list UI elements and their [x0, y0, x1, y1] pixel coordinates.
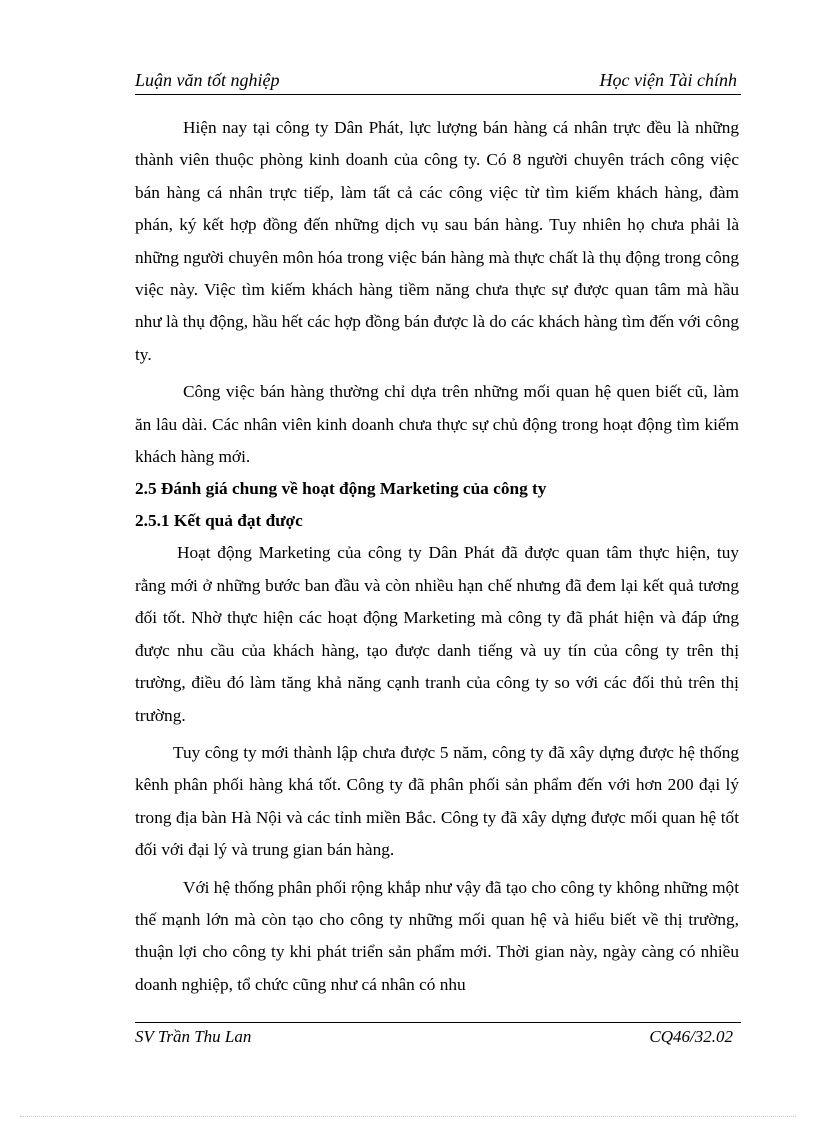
footer-student-name: SV Trần Thu Lan [135, 1027, 252, 1046]
footer-class-code: CQ46/32.02 [649, 1027, 733, 1046]
body-paragraph: Công việc bán hàng thường chỉ dựa trên những mối quan hệ quen biết cũ, làm ăn lâu dài. Các nhân viên kinh doanh chưa thực sự chủ động trong hoạt động tìm kiếm khách hàng mới. [135, 382, 739, 467]
body-paragraph: Tuy công ty mới thành lập chưa được 5 năm, công ty đã xây dựng được hệ thống kênh phân phối hàng khá tốt. Công ty đã phân phối sản phẩm đến với hơn 200 đại lý trong địa bàn Hà Nội và các tỉnh miền Bắc. Công ty đã xây dựng được mối quan hệ tốt đối với đại lý và trung gian bán hàng. [135, 742, 739, 860]
page-bottom-edge [20, 1116, 796, 1117]
page-header [135, 68, 741, 95]
subsection-heading: 2.5.1 Kết quả đạt được [135, 511, 303, 531]
body-paragraph: Với hệ thống phân phối rộng khắp như vậy đã tạo cho công ty không những một thế mạnh lớn mà còn tạo cho công ty những mối quan hệ và hiểu biết về thị trường, thuận lợi cho công ty khi phát triển sản phẩm mới. Thời gian này, ngày càng có nhiều doanh nghiệp, tổ chức cũng như cá nhân có nhu [135, 877, 739, 994]
page-body [135, 112, 739, 1001]
body-paragraph: Hoạt động Marketing của công ty Dân Phát đã được quan tâm thực hiện, tuy rằng mới ở những bước ban đầu và còn nhiều hạn chế nhưng đã đem lại kết quả tương đối tốt. Nhờ thực hiện các hoạt động Marketing mà công ty đã phát hiện và đáp ứng được nhu cầu của khách hàng, tạo được danh tiếng và uy tín của công ty trên thị trường, điều đó làm tăng khả năng cạnh tranh của công ty so với các đối thủ trên thị trường. [135, 543, 739, 725]
page-footer [135, 1022, 741, 1046]
header-institution: Học viện Tài chính [599, 70, 737, 90]
header-thesis-label: Luận văn tốt nghiệp [135, 70, 280, 90]
section-heading: 2.5 Đánh giá chung về hoạt động Marketing của công ty [135, 479, 547, 499]
body-paragraph: Hiện nay tại công ty Dân Phát, lực lượng bán hàng cá nhân trực đều là những thành viên thuộc phòng kinh doanh của công ty. Có 8 người chuyên trách công việc bán hàng cá nhân trực tiếp, làm tất cả các công việc từ tìm kiếm khách hàng, đàm phán, ký kết hợp đồng đến những dịch vụ sau bán hàng. Tuy nhiên họ chưa phải là những người chuyên môn hóa trong việc bán hàng mà thực chất là thụ động trong công việc này. Việc tìm kiếm khách hàng tiềm năng chưa thực sự được quan tâm mà hầu như là thụ động, hầu hết các hợp đồng bán được là do các khách hàng tìm đến với công ty. [135, 118, 739, 364]
